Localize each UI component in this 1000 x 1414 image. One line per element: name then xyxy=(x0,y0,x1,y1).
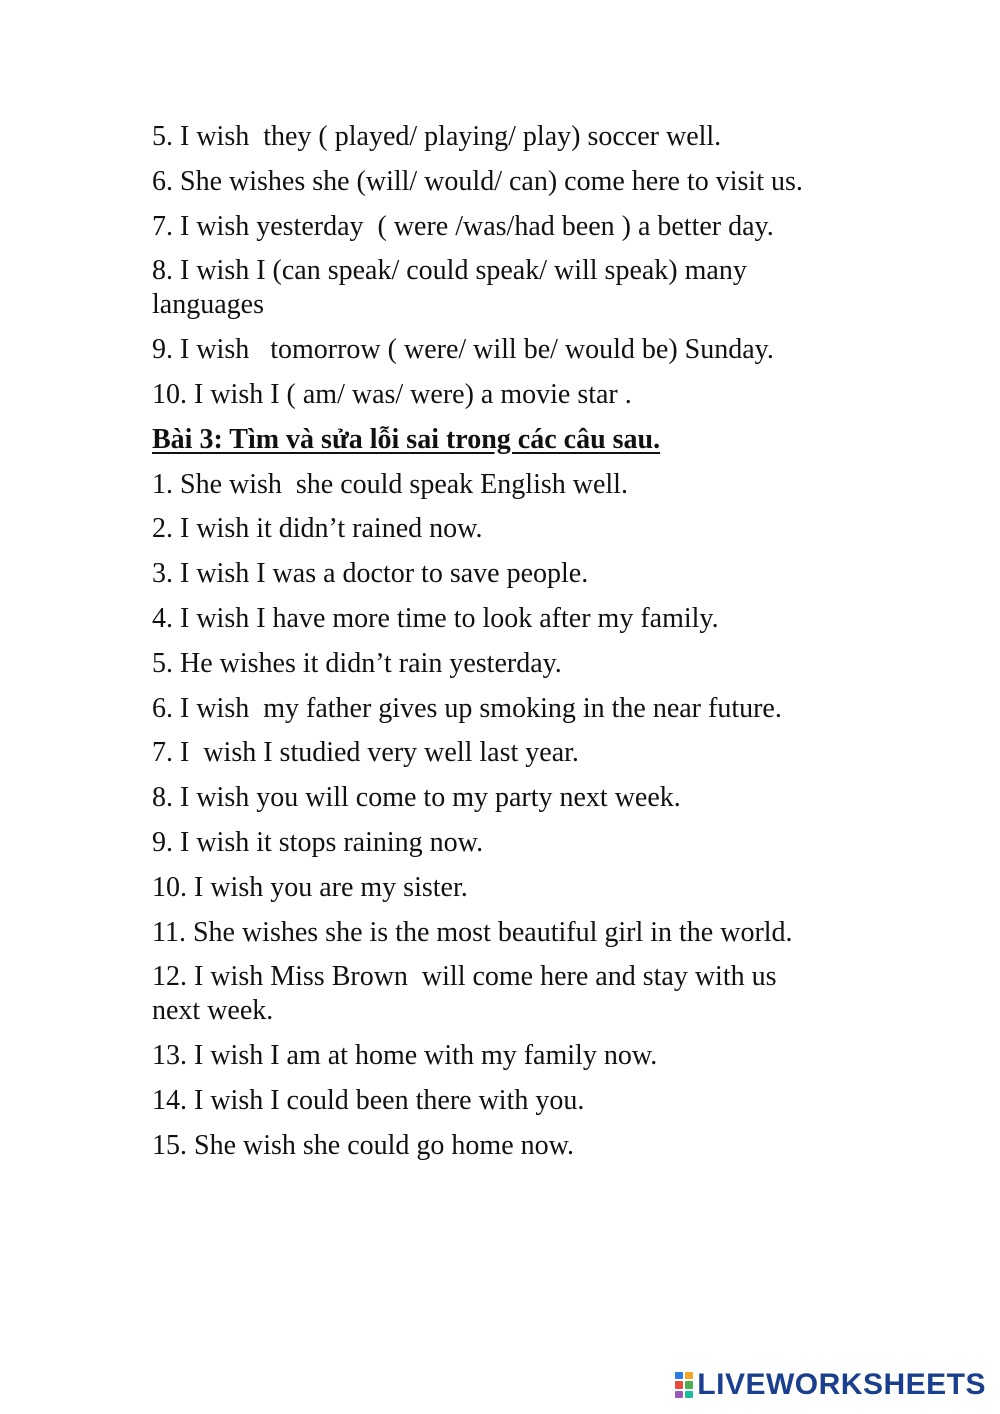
exercise-3-item: 14. I wish I could been there with you. xyxy=(152,1084,585,1116)
worksheet-content xyxy=(152,120,872,1174)
liveworksheets-logo xyxy=(675,1368,986,1402)
exercise-3-item: 6. I wish my father gives up smoking in the near future. xyxy=(152,692,782,724)
exercise-2-item: 6. She wishes she (will/ would/ can) come here to visit us. xyxy=(152,165,803,197)
exercise-3-item: 11. She wishes she is the most beautiful girl in the world. xyxy=(152,916,793,948)
exercise-3-item: 9. I wish it stops raining now. xyxy=(152,826,484,858)
exercise-3-item-continuation: next week. xyxy=(152,995,274,1027)
exercise-2-item: 5. I wish they ( played/ playing/ play) soccer well. xyxy=(152,121,722,152)
exercise-3-item: 10. I wish you are my sister. xyxy=(152,871,468,903)
exercise-3-item: 15. She wish she could go home now. xyxy=(152,1129,575,1161)
logo-text: LIVEWORKSHEETS xyxy=(697,1368,986,1401)
exercise-2-item: 10. I wish I ( am/ was/ were) a movie star . xyxy=(152,378,632,410)
exercise-3-item: 4. I wish I have more time to look after my family. xyxy=(152,602,719,634)
exercise-2-item: 7. I wish yesterday ( were /was/had been ) a better day. xyxy=(152,210,774,242)
exercise-3-item: 2. I wish it didn’t rained now. xyxy=(152,513,483,545)
exercise-3-list xyxy=(152,468,872,1163)
exercise-3-item: 1. She wish she could speak English well. xyxy=(152,468,628,500)
exercise-2-list xyxy=(152,120,872,412)
exercise-3-item: 7. I wish I studied very well last year. xyxy=(152,737,579,769)
exercise-3-item: 12. I wish Miss Brown will come here and stay with us xyxy=(152,961,777,993)
exercise-3-item: 5. He wishes it didn’t rain yesterday. xyxy=(152,647,562,679)
exercise-3-heading: Bài 3: Tìm và sửa lỗi sai trong các câu sau. xyxy=(152,423,661,455)
exercise-2-item-continuation: languages xyxy=(152,289,264,321)
exercise-3-item: 3. I wish I was a doctor to save people. xyxy=(152,558,589,590)
liveworksheets-logo-icon xyxy=(675,1372,693,1398)
exercise-2-item: 9. I wish tomorrow ( were/ will be/ would be) Sunday. xyxy=(152,334,774,366)
exercise-3-item: 13. I wish I am at home with my family now. xyxy=(152,1040,658,1072)
exercise-2-item: 8. I wish I (can speak/ could speak/ will speak) many xyxy=(152,255,747,287)
exercise-3-item: 8. I wish you will come to my party next week. xyxy=(152,782,681,814)
